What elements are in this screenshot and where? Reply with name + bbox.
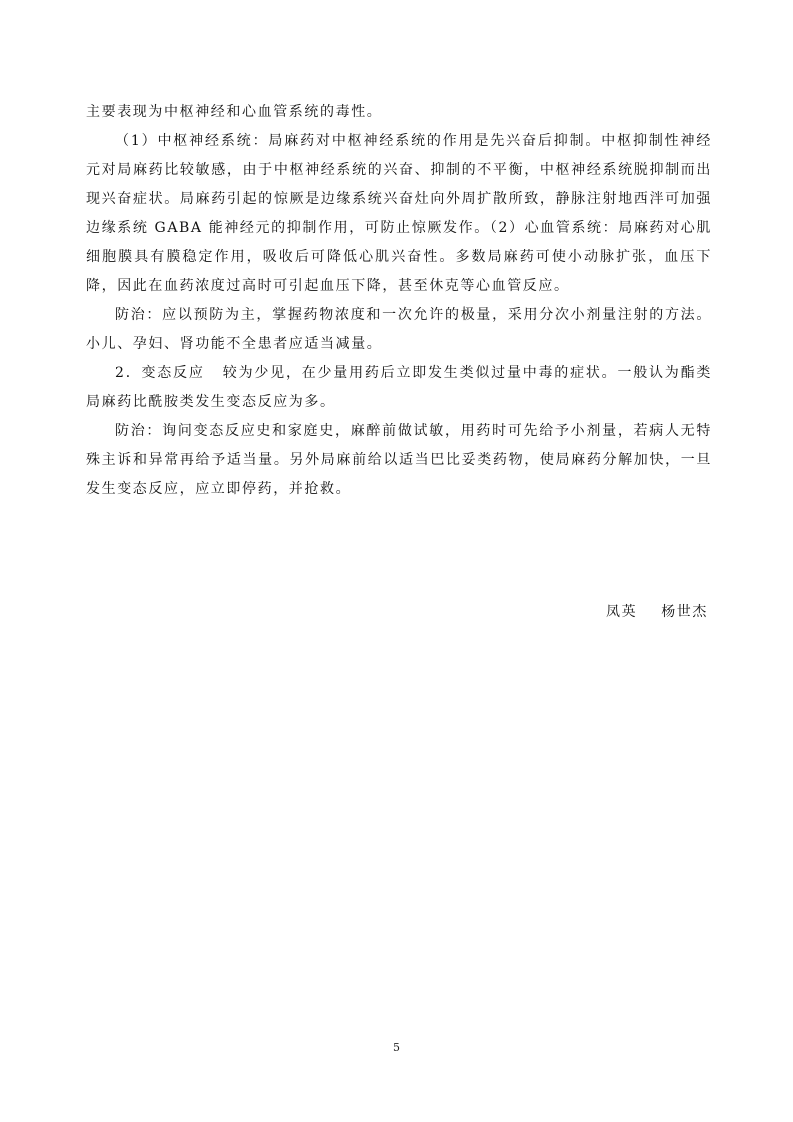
document-body (86, 98, 712, 504)
page-number: 5 (393, 1041, 400, 1054)
paragraph-toxicity-details: （1）中枢神经系统：局麻药对中枢神经系统的作用是先兴奋后抑制。中枢抑制性神经元对局麻药比较敏感，由于中枢神经系统的兴奋、抑制的不平衡，中枢神经系统脱抑制而出现兴奋症状。局麻药引起的惊厥是边缘系统兴奋灶向外周扩散所致，静脉注射地西泮可加强边缘系统 GABA 能神经元的抑制作用，可防止惊厥发作。（2）心血管系统：局麻药对心肌细胞膜具有膜稳定作用，吸收后可降低心肌兴奋性。多数局麻药可使小动脉扩张，血压下降，因此在血药浓度过高时可引起血压下降，甚至休克等心血管反应。 (86, 133, 712, 294)
author-name-2: 杨世杰 (661, 604, 708, 620)
author-signature (606, 598, 708, 627)
allergy-heading: 2．变态反应 (115, 365, 205, 381)
paragraph-intro: 主要表现为中枢神经和心血管系统的毒性。 (86, 104, 383, 120)
paragraph-allergy-treatment: 防治：询问变态反应史和家庭史，麻醉前做试敏，用药时可先给予小剂量，若病人无特殊主诉和异常再给予适当量。另外局麻前给以适当巴比妥类药物，使局麻药分解加快，一旦发生变态反应，应立即停药，并抢救。 (86, 423, 712, 497)
paragraph-allergic-reaction (86, 359, 712, 417)
paragraph-prevention: 防治：应以预防为主，掌握药物浓度和一次允许的极量，采用分次小剂量注射的方法。小儿、孕妇、肾功能不全患者应适当减量。 (86, 307, 712, 352)
author-name-1: 凤英 (605, 604, 638, 620)
allergy-text: 较为少见，在少量用药后立即发生类似过量中毒的症状。一般认为酯类局麻药比酰胺类发生变态反应为多。 (86, 365, 712, 410)
